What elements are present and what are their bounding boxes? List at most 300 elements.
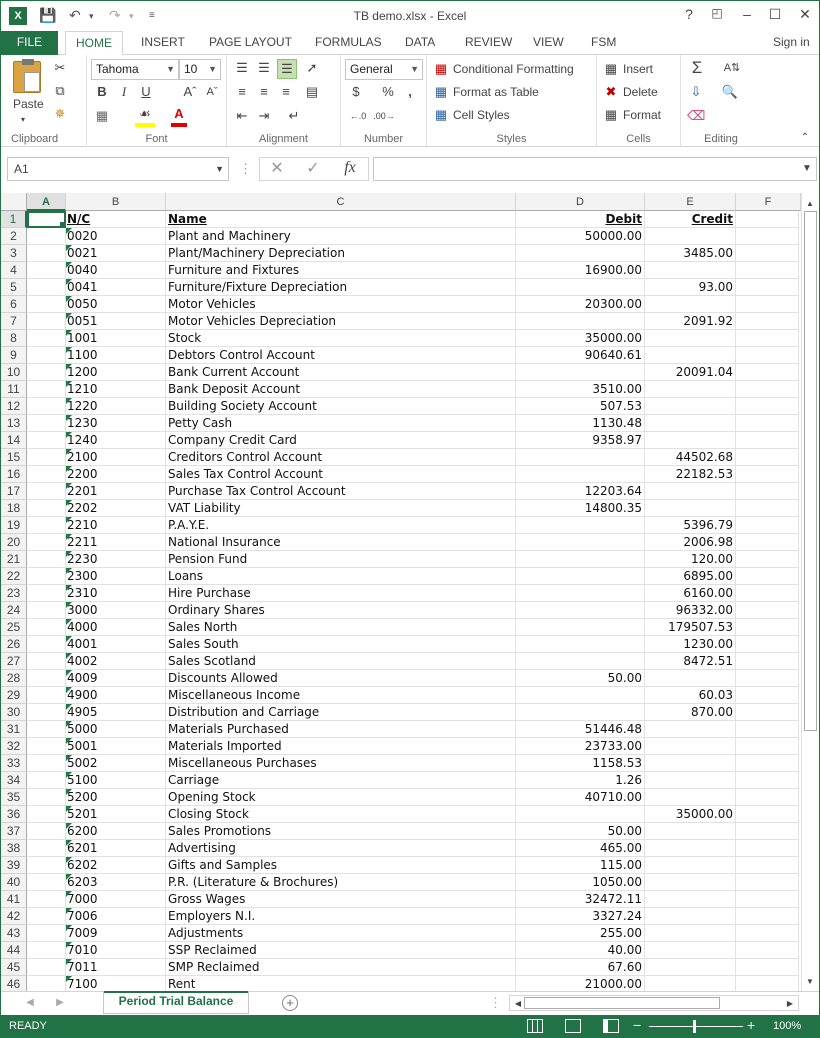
cell-debit[interactable]: 1158.53 bbox=[516, 755, 645, 772]
cell-a[interactable] bbox=[27, 942, 66, 959]
page-break-view-icon[interactable] bbox=[603, 1019, 619, 1033]
row-header[interactable]: 19 bbox=[1, 517, 27, 534]
align-right-icon[interactable]: ≡ bbox=[282, 84, 290, 99]
row-header[interactable]: 16 bbox=[1, 466, 27, 483]
save-icon[interactable]: 💾 bbox=[39, 7, 57, 23]
cell-credit[interactable] bbox=[645, 415, 736, 432]
font-size-combo[interactable] bbox=[179, 59, 221, 80]
cell-a[interactable] bbox=[27, 687, 66, 704]
bold-button[interactable]: B bbox=[97, 84, 107, 99]
row-header[interactable]: 32 bbox=[1, 738, 27, 755]
cell-debit[interactable]: 50000.00 bbox=[516, 228, 645, 245]
cell-name[interactable]: Ordinary Shares bbox=[166, 602, 516, 619]
cell-f[interactable] bbox=[736, 976, 799, 991]
cell-name[interactable]: Bank Current Account bbox=[166, 364, 516, 381]
tab-data[interactable]: DATA bbox=[405, 35, 436, 49]
row-header[interactable]: 13 bbox=[1, 415, 27, 432]
tab-split-handle[interactable]: ⋮ bbox=[489, 995, 502, 1010]
cell-debit[interactable]: 90640.61 bbox=[516, 347, 645, 364]
cell-f[interactable] bbox=[736, 908, 799, 925]
font-name-combo[interactable] bbox=[91, 59, 179, 80]
enter-icon[interactable]: ✓ bbox=[306, 160, 320, 177]
cell-nc[interactable] bbox=[66, 551, 166, 568]
cell-a[interactable] bbox=[27, 925, 66, 942]
sort-filter-icon[interactable]: A⇅ bbox=[723, 62, 741, 74]
customize-qat-icon[interactable]: ≡ bbox=[149, 10, 155, 21]
cell-credit[interactable] bbox=[645, 789, 736, 806]
row-header[interactable]: 22 bbox=[1, 568, 27, 585]
cell-a[interactable] bbox=[27, 908, 66, 925]
cell-a[interactable] bbox=[27, 976, 66, 991]
cell-f[interactable] bbox=[736, 636, 799, 653]
help-button[interactable]: ? bbox=[685, 6, 693, 22]
page-layout-view-icon[interactable] bbox=[565, 1019, 581, 1033]
decrease-decimal-icon[interactable]: .00→ bbox=[373, 111, 395, 121]
cell-f[interactable] bbox=[736, 806, 799, 823]
cell-debit[interactable]: 23733.00 bbox=[516, 738, 645, 755]
cell-f[interactable] bbox=[736, 313, 799, 330]
cell-name[interactable]: Furniture and Fixtures bbox=[166, 262, 516, 279]
cell-credit[interactable]: 44502.68 bbox=[645, 449, 736, 466]
cell-f[interactable] bbox=[736, 755, 799, 772]
cell-f[interactable] bbox=[736, 279, 799, 296]
scroll-right-icon[interactable]: ▶ bbox=[786, 999, 794, 1008]
cell-name[interactable]: Sales Tax Control Account bbox=[166, 466, 516, 483]
cell-f[interactable] bbox=[736, 517, 799, 534]
cell-debit[interactable]: 255.00 bbox=[516, 925, 645, 942]
cell-credit[interactable] bbox=[645, 330, 736, 347]
cell-a[interactable] bbox=[27, 551, 66, 568]
cell-f[interactable] bbox=[736, 942, 799, 959]
cell-debit[interactable] bbox=[516, 551, 645, 568]
format-button[interactable]: Format bbox=[623, 108, 662, 122]
column-header-a[interactable]: A bbox=[27, 193, 66, 211]
tab-review[interactable]: REVIEW bbox=[465, 35, 513, 49]
collapse-ribbon-icon[interactable]: ⌃ bbox=[800, 132, 810, 143]
cell-debit[interactable]: 1050.00 bbox=[516, 874, 645, 891]
row-header[interactable]: 25 bbox=[1, 619, 27, 636]
maximize-button[interactable]: ☐ bbox=[768, 6, 782, 22]
cell-f[interactable] bbox=[736, 925, 799, 942]
row-header[interactable]: 46 bbox=[1, 976, 27, 991]
zoom-out-button[interactable]: − bbox=[633, 1017, 642, 1033]
cell-name[interactable]: Loans bbox=[166, 568, 516, 585]
cell-credit[interactable]: 22182.53 bbox=[645, 466, 736, 483]
cell-a[interactable] bbox=[27, 789, 66, 806]
row-header[interactable]: 2 bbox=[1, 228, 27, 245]
paste-icon[interactable] bbox=[13, 61, 41, 93]
underline-button[interactable]: U bbox=[141, 84, 151, 99]
cell-name[interactable]: Sales North bbox=[166, 619, 516, 636]
row-header[interactable]: 41 bbox=[1, 891, 27, 908]
cell-name[interactable]: VAT Liability bbox=[166, 500, 516, 517]
cell-nc[interactable] bbox=[66, 721, 166, 738]
cell-debit[interactable] bbox=[516, 517, 645, 534]
sheet-prev-icon[interactable]: ◀ bbox=[26, 997, 34, 1008]
expand-formula-bar-icon[interactable]: ▼ bbox=[802, 163, 812, 174]
cell-credit[interactable] bbox=[645, 721, 736, 738]
format-as-table-button[interactable]: Format as Table bbox=[453, 85, 539, 99]
cell-credit[interactable] bbox=[645, 432, 736, 449]
row-header[interactable]: 10 bbox=[1, 364, 27, 381]
row-header[interactable]: 28 bbox=[1, 670, 27, 687]
autosum-icon[interactable]: Σ bbox=[691, 58, 703, 77]
cell-credit[interactable]: 179507.53 bbox=[645, 619, 736, 636]
cell-nc[interactable] bbox=[66, 670, 166, 687]
vertical-scrollbar[interactable] bbox=[801, 193, 819, 991]
cell-nc[interactable] bbox=[66, 942, 166, 959]
cell-credit[interactable] bbox=[645, 908, 736, 925]
cell-debit[interactable]: 14800.35 bbox=[516, 500, 645, 517]
cell-nc[interactable] bbox=[66, 857, 166, 874]
cell-debit[interactable]: 1.26 bbox=[516, 772, 645, 789]
row-header[interactable]: 5 bbox=[1, 279, 27, 296]
row-header[interactable]: 11 bbox=[1, 381, 27, 398]
header-name[interactable]: Name bbox=[166, 211, 516, 228]
cell-debit[interactable]: 40.00 bbox=[516, 942, 645, 959]
row-header[interactable]: 1 bbox=[1, 211, 27, 228]
close-button[interactable]: ✕ bbox=[799, 6, 811, 22]
cell-nc[interactable] bbox=[66, 976, 166, 991]
cell-f[interactable] bbox=[736, 670, 799, 687]
cell-f[interactable] bbox=[736, 738, 799, 755]
cell-name[interactable]: Sales Promotions bbox=[166, 823, 516, 840]
cell-credit[interactable]: 2091.92 bbox=[645, 313, 736, 330]
cell-f[interactable] bbox=[736, 296, 799, 313]
increase-indent-icon[interactable]: ⇥ bbox=[258, 108, 270, 123]
cell-nc[interactable] bbox=[66, 500, 166, 517]
cell-debit[interactable] bbox=[516, 568, 645, 585]
tab-home[interactable]: HOME bbox=[65, 31, 123, 56]
cell-a[interactable] bbox=[27, 415, 66, 432]
cell-nc[interactable] bbox=[66, 908, 166, 925]
redo-icon[interactable]: ↷ bbox=[109, 7, 121, 23]
cell-credit[interactable] bbox=[645, 840, 736, 857]
cell-a[interactable] bbox=[27, 857, 66, 874]
cell-nc[interactable] bbox=[66, 806, 166, 823]
cell-credit[interactable] bbox=[645, 262, 736, 279]
cell-name[interactable]: Creditors Control Account bbox=[166, 449, 516, 466]
fill-color-icon[interactable]: ☙ bbox=[135, 105, 155, 127]
cell-f[interactable] bbox=[736, 381, 799, 398]
cell-a[interactable] bbox=[27, 330, 66, 347]
row-header[interactable]: 4 bbox=[1, 262, 27, 279]
cell-nc[interactable] bbox=[66, 789, 166, 806]
cell-f[interactable] bbox=[736, 721, 799, 738]
row-header[interactable]: 36 bbox=[1, 806, 27, 823]
row-header[interactable]: 3 bbox=[1, 245, 27, 262]
insert-button[interactable]: Insert bbox=[623, 62, 654, 76]
cell-name[interactable]: Adjustments bbox=[166, 925, 516, 942]
cell-debit[interactable] bbox=[516, 806, 645, 823]
cell-credit[interactable] bbox=[645, 500, 736, 517]
cell-debit[interactable]: 50.00 bbox=[516, 823, 645, 840]
cell-name[interactable]: Sales South bbox=[166, 636, 516, 653]
cell-name[interactable]: National Insurance bbox=[166, 534, 516, 551]
cell-a[interactable] bbox=[27, 381, 66, 398]
cell-f[interactable] bbox=[736, 789, 799, 806]
cell-a[interactable] bbox=[27, 245, 66, 262]
cell-nc[interactable] bbox=[66, 823, 166, 840]
center-icon[interactable]: ≡ bbox=[260, 84, 268, 99]
row-header[interactable]: 20 bbox=[1, 534, 27, 551]
cell-debit[interactable] bbox=[516, 449, 645, 466]
cell-nc[interactable] bbox=[66, 313, 166, 330]
cell-name[interactable]: Closing Stock bbox=[166, 806, 516, 823]
cell-credit[interactable] bbox=[645, 738, 736, 755]
cell-name[interactable]: Employers N.I. bbox=[166, 908, 516, 925]
zoom-in-button[interactable]: + bbox=[747, 1017, 756, 1033]
cell-nc[interactable] bbox=[66, 279, 166, 296]
cell-name[interactable]: Pension Fund bbox=[166, 551, 516, 568]
cell-name[interactable]: Stock bbox=[166, 330, 516, 347]
cell-debit[interactable]: 12203.64 bbox=[516, 483, 645, 500]
cell-name[interactable]: Hire Purchase bbox=[166, 585, 516, 602]
scroll-left-icon[interactable]: ◀ bbox=[514, 999, 522, 1008]
cell-a[interactable] bbox=[27, 653, 66, 670]
cell-name[interactable]: Purchase Tax Control Account bbox=[166, 483, 516, 500]
cell-name[interactable]: Plant and Machinery bbox=[166, 228, 516, 245]
row-header[interactable]: 30 bbox=[1, 704, 27, 721]
cell-f[interactable] bbox=[736, 466, 799, 483]
cell-nc[interactable] bbox=[66, 568, 166, 585]
cell-f[interactable] bbox=[736, 568, 799, 585]
row-header[interactable]: 27 bbox=[1, 653, 27, 670]
cell-a[interactable] bbox=[27, 296, 66, 313]
cell-name[interactable]: Miscellaneous Income bbox=[166, 687, 516, 704]
sheet-next-icon[interactable]: ▶ bbox=[56, 997, 64, 1008]
cell-name[interactable]: Gifts and Samples bbox=[166, 857, 516, 874]
cell-name[interactable]: Discounts Allowed bbox=[166, 670, 516, 687]
column-header-c[interactable]: C bbox=[166, 193, 516, 211]
cell-debit[interactable]: 115.00 bbox=[516, 857, 645, 874]
cell-nc[interactable] bbox=[66, 925, 166, 942]
header-nc[interactable]: N/C bbox=[66, 211, 166, 228]
cell-a[interactable] bbox=[27, 585, 66, 602]
row-header[interactable]: 33 bbox=[1, 755, 27, 772]
cell-debit[interactable] bbox=[516, 653, 645, 670]
cell-name[interactable]: Carriage bbox=[166, 772, 516, 789]
row-header[interactable]: 35 bbox=[1, 789, 27, 806]
cell-credit[interactable]: 20091.04 bbox=[645, 364, 736, 381]
cell-debit[interactable]: 9358.97 bbox=[516, 432, 645, 449]
cell-debit[interactable]: 507.53 bbox=[516, 398, 645, 415]
cell-f[interactable] bbox=[736, 772, 799, 789]
row-header[interactable]: 45 bbox=[1, 959, 27, 976]
cell-nc[interactable] bbox=[66, 364, 166, 381]
cell-nc[interactable] bbox=[66, 619, 166, 636]
cell-credit[interactable]: 1230.00 bbox=[645, 636, 736, 653]
cell-nc[interactable] bbox=[66, 874, 166, 891]
cell-nc[interactable] bbox=[66, 840, 166, 857]
cell-debit[interactable] bbox=[516, 585, 645, 602]
cell-f[interactable] bbox=[736, 432, 799, 449]
row-header[interactable]: 37 bbox=[1, 823, 27, 840]
worksheet-grid[interactable] bbox=[1, 193, 801, 991]
cell-f[interactable] bbox=[736, 959, 799, 976]
cell-f[interactable] bbox=[736, 619, 799, 636]
cell-credit[interactable] bbox=[645, 891, 736, 908]
cell-debit[interactable] bbox=[516, 534, 645, 551]
cell-credit[interactable] bbox=[645, 398, 736, 415]
cell-name[interactable]: SSP Reclaimed bbox=[166, 942, 516, 959]
cell-credit[interactable]: 60.03 bbox=[645, 687, 736, 704]
cell-credit[interactable]: 8472.51 bbox=[645, 653, 736, 670]
cell-a[interactable] bbox=[27, 279, 66, 296]
cell-nc[interactable] bbox=[66, 755, 166, 772]
cell-a[interactable] bbox=[27, 449, 66, 466]
cell-credit[interactable] bbox=[645, 772, 736, 789]
row-header[interactable]: 42 bbox=[1, 908, 27, 925]
currency-button[interactable]: $ bbox=[352, 84, 360, 99]
cell-nc[interactable] bbox=[66, 653, 166, 670]
row-header[interactable]: 34 bbox=[1, 772, 27, 789]
cell-nc[interactable] bbox=[66, 891, 166, 908]
cell-credit[interactable]: 5396.79 bbox=[645, 517, 736, 534]
row-header[interactable]: 44 bbox=[1, 942, 27, 959]
cell-credit[interactable] bbox=[645, 296, 736, 313]
cell-credit[interactable] bbox=[645, 823, 736, 840]
cell-name[interactable]: Miscellaneous Purchases bbox=[166, 755, 516, 772]
cell-a[interactable] bbox=[27, 398, 66, 415]
name-box[interactable] bbox=[7, 157, 229, 181]
cell-name[interactable]: Furniture/Fixture Depreciation bbox=[166, 279, 516, 296]
cell-a[interactable] bbox=[27, 959, 66, 976]
cell-f[interactable] bbox=[736, 704, 799, 721]
cell-name[interactable]: P.A.Y.E. bbox=[166, 517, 516, 534]
cell-name[interactable]: Distribution and Carriage bbox=[166, 704, 516, 721]
cell-nc[interactable] bbox=[66, 415, 166, 432]
cell-debit[interactable]: 20300.00 bbox=[516, 296, 645, 313]
cell-a[interactable] bbox=[27, 313, 66, 330]
decrease-indent-icon[interactable]: ⇤ bbox=[236, 108, 248, 123]
percent-button[interactable]: % bbox=[382, 84, 394, 99]
cell-f[interactable] bbox=[736, 415, 799, 432]
cell-name[interactable]: Gross Wages bbox=[166, 891, 516, 908]
cell-f[interactable] bbox=[736, 602, 799, 619]
h-scroll-thumb[interactable] bbox=[524, 997, 720, 1009]
cell-credit[interactable]: 3485.00 bbox=[645, 245, 736, 262]
cell-credit[interactable] bbox=[645, 976, 736, 991]
cell-name[interactable]: Petty Cash bbox=[166, 415, 516, 432]
cell-a[interactable] bbox=[27, 721, 66, 738]
cell-f[interactable] bbox=[736, 891, 799, 908]
header-debit[interactable]: Debit bbox=[516, 211, 645, 228]
cell-credit[interactable] bbox=[645, 959, 736, 976]
sheet-tab-period-trial-balance[interactable] bbox=[103, 991, 249, 1014]
cell-name[interactable]: Motor Vehicles Depreciation bbox=[166, 313, 516, 330]
tab-formulas[interactable]: FORMULAS bbox=[315, 35, 382, 49]
cell-f[interactable] bbox=[736, 585, 799, 602]
cell-debit[interactable]: 50.00 bbox=[516, 670, 645, 687]
cell-a[interactable] bbox=[27, 738, 66, 755]
undo-dropdown-icon[interactable]: ▾ bbox=[89, 11, 94, 21]
zoom-slider-thumb[interactable] bbox=[693, 1020, 696, 1033]
cell-f[interactable] bbox=[736, 228, 799, 245]
scroll-down-icon[interactable]: ▼ bbox=[806, 977, 814, 986]
cell-credit[interactable]: 96332.00 bbox=[645, 602, 736, 619]
cell-debit[interactable] bbox=[516, 364, 645, 381]
row-header[interactable]: 7 bbox=[1, 313, 27, 330]
row-header[interactable]: 23 bbox=[1, 585, 27, 602]
select-all-corner[interactable] bbox=[1, 193, 27, 211]
cell-debit[interactable]: 3510.00 bbox=[516, 381, 645, 398]
cell-debit[interactable] bbox=[516, 602, 645, 619]
cell-debit[interactable]: 35000.00 bbox=[516, 330, 645, 347]
merge-center-icon[interactable]: ▤ bbox=[305, 84, 319, 99]
cell-a[interactable] bbox=[27, 262, 66, 279]
row-header[interactable]: 6 bbox=[1, 296, 27, 313]
cell-name[interactable]: Plant/Machinery Depreciation bbox=[166, 245, 516, 262]
zoom-level[interactable]: 100% bbox=[773, 1020, 802, 1032]
cell-debit[interactable]: 32472.11 bbox=[516, 891, 645, 908]
cell-debit[interactable]: 3327.24 bbox=[516, 908, 645, 925]
cell-credit[interactable]: 120.00 bbox=[645, 551, 736, 568]
cell-a[interactable] bbox=[27, 636, 66, 653]
cell-a[interactable] bbox=[27, 517, 66, 534]
cell-a[interactable] bbox=[27, 534, 66, 551]
cell-f[interactable] bbox=[736, 823, 799, 840]
cell-styles-button[interactable]: Cell Styles bbox=[453, 108, 510, 122]
cell-debit[interactable] bbox=[516, 704, 645, 721]
cell-name[interactable]: Materials Imported bbox=[166, 738, 516, 755]
cell-a[interactable] bbox=[27, 432, 66, 449]
paste-button[interactable]: Paste bbox=[13, 97, 44, 111]
cell-credit[interactable] bbox=[645, 874, 736, 891]
tab-file[interactable]: FILE bbox=[1, 31, 58, 55]
cell-nc[interactable] bbox=[66, 534, 166, 551]
insert-function-button[interactable]: fx bbox=[344, 159, 356, 176]
cell-a[interactable] bbox=[27, 755, 66, 772]
wrap-text-icon[interactable]: ↵ bbox=[288, 108, 300, 123]
cell-a[interactable] bbox=[27, 228, 66, 245]
cell-debit[interactable] bbox=[516, 245, 645, 262]
cell-credit[interactable]: 6895.00 bbox=[645, 568, 736, 585]
delete-button[interactable]: Delete bbox=[623, 85, 658, 99]
cell-a[interactable] bbox=[27, 670, 66, 687]
cell-a[interactable] bbox=[27, 466, 66, 483]
tab-view[interactable]: VIEW bbox=[533, 35, 564, 49]
conditional-formatting-button[interactable]: Conditional Formatting bbox=[453, 62, 574, 76]
top-align-icon[interactable]: ☰ bbox=[236, 60, 248, 75]
cell-nc[interactable] bbox=[66, 330, 166, 347]
cell-name[interactable]: Building Society Account bbox=[166, 398, 516, 415]
cell-nc[interactable] bbox=[66, 517, 166, 534]
bottom-align-icon[interactable]: ☰ bbox=[277, 59, 297, 79]
ribbon-display-options-icon[interactable]: ◰ bbox=[711, 6, 723, 20]
sign-in-link[interactable]: Sign in bbox=[773, 35, 810, 49]
cell-f[interactable] bbox=[736, 245, 799, 262]
cell-nc[interactable] bbox=[66, 432, 166, 449]
cut-icon[interactable]: ✂ bbox=[54, 60, 66, 75]
row-header[interactable]: 21 bbox=[1, 551, 27, 568]
cell-nc[interactable] bbox=[66, 585, 166, 602]
increase-decimal-icon[interactable]: ←.0 bbox=[349, 111, 367, 121]
cell-credit[interactable]: 870.00 bbox=[645, 704, 736, 721]
cell-credit[interactable] bbox=[645, 483, 736, 500]
formula-input[interactable] bbox=[373, 157, 817, 181]
row-header[interactable]: 15 bbox=[1, 449, 27, 466]
cell-nc[interactable] bbox=[66, 262, 166, 279]
font-color-icon[interactable]: A bbox=[171, 105, 187, 127]
paste-dropdown-icon[interactable]: ▾ bbox=[21, 115, 26, 124]
cell-nc[interactable] bbox=[66, 738, 166, 755]
cell-nc[interactable] bbox=[66, 228, 166, 245]
cell-credit[interactable] bbox=[645, 381, 736, 398]
cell-a[interactable] bbox=[27, 823, 66, 840]
cell-debit[interactable]: 465.00 bbox=[516, 840, 645, 857]
cell-nc[interactable] bbox=[66, 398, 166, 415]
